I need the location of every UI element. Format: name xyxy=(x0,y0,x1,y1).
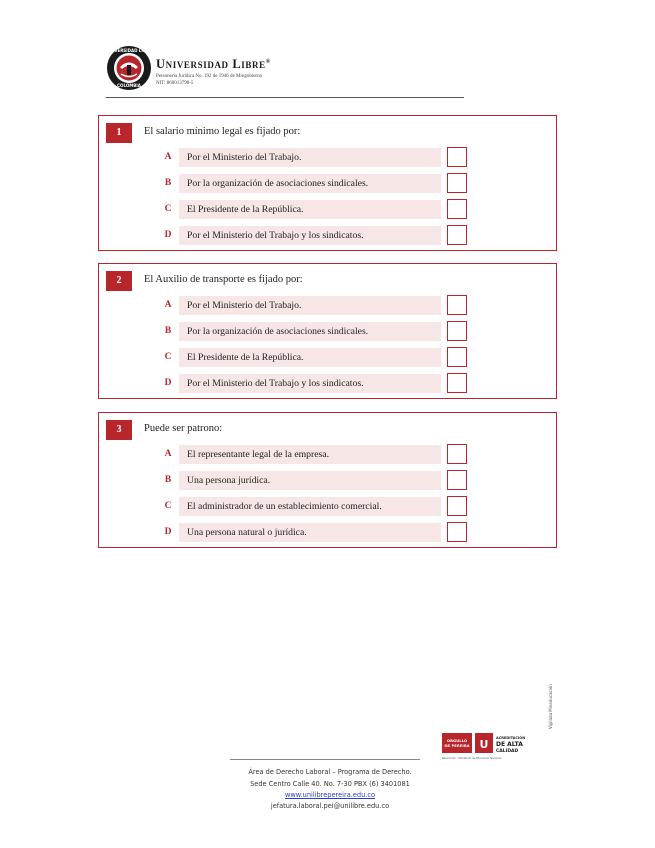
option-row-d xyxy=(157,374,544,393)
answer-checkbox[interactable] xyxy=(447,173,467,193)
option-row-b xyxy=(157,174,544,193)
option-row-d xyxy=(157,226,544,245)
footer-department: Área de Derecho Laboral – Programa de Derecho. xyxy=(248,768,412,776)
option-letter: C xyxy=(164,501,172,511)
seal-bottom-text: COLOMBIA xyxy=(117,83,141,88)
footer-address: Sede Centro Calle 40. No. 7-30 PBX (6) 3401081 xyxy=(250,780,410,788)
subtitle-line-1: Personería Jurídica No. 192 de 1946 de Mingobierno xyxy=(156,74,263,79)
footer-website-wrap xyxy=(180,791,480,799)
option-letter: B xyxy=(164,178,172,188)
svg-text:CALIDAD: CALIDAD xyxy=(496,749,519,754)
option-letter: D xyxy=(164,527,172,537)
answer-checkbox[interactable] xyxy=(447,444,467,464)
answer-checkbox[interactable] xyxy=(447,347,467,367)
svg-text:ORGULLO: ORGULLO xyxy=(446,738,468,743)
option-text: Por el Ministerio del Trabajo. xyxy=(187,300,302,311)
option-row-b xyxy=(157,322,544,341)
svg-text:ACREDITACIÓN: ACREDITACIÓN xyxy=(496,736,526,740)
option-row-a xyxy=(157,296,544,315)
answer-checkbox[interactable] xyxy=(447,373,467,393)
option-text: El representante legal de la empresa. xyxy=(187,449,330,460)
svg-text:DE ALTA: DE ALTA xyxy=(496,741,523,748)
option-text: El Presidente de la República. xyxy=(187,352,304,363)
subtitle-line-2: NIT: 860013798-5 xyxy=(156,80,194,86)
option-row-d xyxy=(157,523,544,542)
option-text: Por el Ministerio del Trabajo. xyxy=(187,152,302,163)
university-seal-logo xyxy=(106,45,152,91)
option-row-c xyxy=(157,348,544,367)
question-card-2 xyxy=(98,263,557,399)
answer-checkbox[interactable] xyxy=(447,321,467,341)
answer-checkbox[interactable] xyxy=(447,522,467,542)
option-text: Por el Ministerio del Trabajo y los sindicatos. xyxy=(187,230,364,241)
header-divider xyxy=(106,97,464,98)
university-name xyxy=(156,57,271,72)
option-letter: D xyxy=(164,378,172,388)
option-letter: C xyxy=(164,352,172,362)
option-text: Una persona jurídica. xyxy=(187,475,271,486)
option-text: Por la organización de asociaciones sindicales. xyxy=(187,326,369,337)
option-text: Una persona natural o jurídica. xyxy=(187,527,307,538)
svg-text:U: U xyxy=(479,738,489,751)
option-row-c xyxy=(157,200,544,219)
registered-mark: ® xyxy=(265,58,271,65)
option-letter: A xyxy=(164,300,172,310)
option-row-a xyxy=(157,445,544,464)
question-card-1 xyxy=(98,115,557,251)
answer-checkbox[interactable] xyxy=(447,147,467,167)
svg-text:Resolución · Ministerio de Edu: Resolución · Ministerio de Educación Nacional xyxy=(442,757,502,760)
option-letter: D xyxy=(164,230,172,240)
question-number: 2 xyxy=(106,271,132,291)
answer-checkbox[interactable] xyxy=(447,225,467,245)
question-text: El Auxilio de transporte es fijado por: xyxy=(144,274,303,285)
accreditation-logos xyxy=(442,731,540,761)
svg-text:DE PEREIRA: DE PEREIRA xyxy=(444,743,470,748)
answer-checkbox[interactable] xyxy=(447,470,467,490)
option-letter: C xyxy=(164,204,172,214)
question-number: 3 xyxy=(106,420,132,440)
question-number: 1 xyxy=(106,123,132,143)
option-row-c xyxy=(157,497,544,516)
option-letter: A xyxy=(164,449,172,459)
answer-checkbox[interactable] xyxy=(447,295,467,315)
option-letter: A xyxy=(164,152,172,162)
vigilada-mineducacion-label: Vigilada Mineducación xyxy=(548,684,553,729)
option-text: Por el Ministerio del Trabajo y los sindicatos. xyxy=(187,378,364,389)
university-subtitle xyxy=(156,74,356,87)
question-text: Puede ser patrono: xyxy=(144,423,223,434)
option-row-a xyxy=(157,148,544,167)
option-letter: B xyxy=(164,475,172,485)
option-text: El administrador de un establecimiento comercial. xyxy=(187,501,382,512)
footer-website-link[interactable]: www.unilibrepereira.edu.co xyxy=(284,791,376,799)
option-row-b xyxy=(157,471,544,490)
option-letter: B xyxy=(164,326,172,336)
footer-email[interactable]: jefatura.laboral.pei@unilibre.edu.co xyxy=(270,802,390,810)
footer-divider xyxy=(230,759,420,760)
question-card-3 xyxy=(98,412,557,548)
seal-top-text: UNIVERSIDAD LIBRE xyxy=(106,48,152,53)
university-name-text: Universidad Libre xyxy=(156,57,266,71)
option-text: El Presidente de la República. xyxy=(187,204,304,215)
answer-checkbox[interactable] xyxy=(447,199,467,219)
answer-checkbox[interactable] xyxy=(447,496,467,516)
question-text: El salario mínimo legal es fijado por: xyxy=(144,126,301,137)
option-text: Por la organización de asociaciones sindicales. xyxy=(187,178,369,189)
